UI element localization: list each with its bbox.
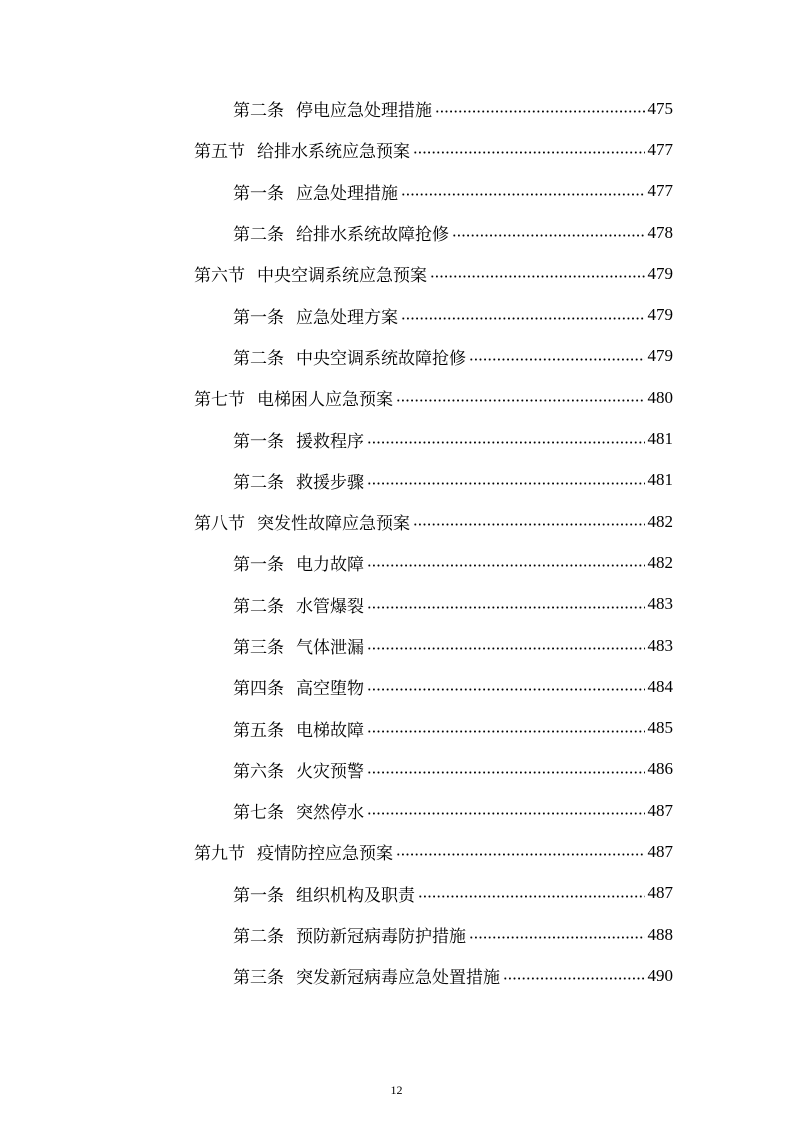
toc-article-entry[interactable] — [0, 625, 793, 666]
toc-dot-leader — [430, 275, 645, 278]
toc-entry-title: 疫情防控应急预案 — [257, 844, 393, 865]
toc-entry-number: 第二条 — [233, 596, 284, 617]
toc-entry-page: 483 — [647, 594, 673, 614]
toc-dot-leader — [413, 151, 645, 154]
toc-entry-title: 突发性故障应急预案 — [257, 514, 410, 535]
toc-entry-page: 481 — [647, 470, 673, 490]
toc-article-entry[interactable] — [0, 666, 793, 707]
toc-entry-page: 477 — [647, 181, 673, 201]
toc-article-entry[interactable] — [0, 294, 793, 335]
toc-dot-leader — [367, 688, 645, 691]
toc-article-entry[interactable] — [0, 88, 793, 129]
toc-entry-number: 第一条 — [233, 431, 284, 452]
toc-dot-leader — [413, 523, 645, 526]
toc-entry-number: 第二条 — [233, 101, 284, 122]
toc-entry-page: 490 — [647, 965, 673, 985]
toc-dot-leader — [469, 358, 645, 361]
toc-entry-number: 第一条 — [233, 307, 284, 328]
toc-entry-number: 第三条 — [233, 638, 284, 658]
toc-entry-page: 484 — [647, 676, 673, 696]
toc-entry-page: 486 — [647, 759, 673, 779]
toc-entry-number: 第二条 — [233, 348, 284, 369]
toc-entry-page: 475 — [647, 98, 673, 118]
toc-entry-page: 487 — [647, 841, 673, 861]
toc-entry-title: 中央空调系统应急预案 — [257, 266, 427, 287]
toc-article-entry[interactable] — [0, 790, 793, 831]
toc-article-entry[interactable] — [0, 171, 793, 212]
table-of-contents — [0, 88, 793, 997]
toc-entry-title: 突发新冠病毒应急处置措施 — [296, 968, 500, 989]
toc-entry-number: 第一条 — [233, 183, 284, 204]
toc-entry-page: 480 — [647, 387, 673, 407]
toc-dot-leader — [367, 771, 645, 774]
toc-entry-title: 给排水系统故障抢修 — [296, 225, 449, 246]
toc-dot-leader — [401, 317, 645, 320]
toc-entry-title: 电梯故障 — [296, 720, 364, 741]
toc-dot-leader — [367, 730, 645, 733]
toc-article-entry[interactable] — [0, 873, 793, 914]
toc-entry-page: 479 — [647, 346, 673, 366]
toc-entry-title: 水管爆裂 — [296, 596, 364, 617]
toc-entry-title: 停电应急处理措施 — [296, 101, 432, 122]
toc-entry-number: 第八节 — [194, 514, 245, 535]
toc-entry-page: 478 — [647, 222, 673, 242]
toc-entry-number: 第四条 — [233, 679, 284, 700]
toc-article-entry[interactable] — [0, 336, 793, 377]
toc-entry-page: 481 — [647, 429, 673, 449]
toc-dot-leader — [367, 564, 645, 567]
toc-article-entry[interactable] — [0, 955, 793, 996]
toc-dot-leader — [367, 482, 645, 485]
toc-entry-number: 第二条 — [233, 927, 284, 948]
toc-dot-leader — [367, 647, 645, 650]
toc-entry-number: 第一条 — [233, 885, 284, 906]
toc-dot-leader — [367, 606, 645, 609]
toc-entry-title: 给排水系统应急预案 — [257, 142, 410, 163]
toc-dot-leader — [367, 812, 645, 815]
toc-dot-leader — [503, 977, 645, 980]
toc-entry-number: 第一条 — [233, 555, 284, 576]
toc-entry-number: 第五条 — [233, 720, 284, 741]
toc-dot-leader — [396, 399, 645, 402]
toc-entry-title: 组织机构及职责 — [296, 885, 415, 906]
toc-section-entry[interactable] — [0, 831, 793, 872]
toc-entry-page: 482 — [647, 552, 673, 572]
toc-entry-title: 电力故障 — [296, 555, 364, 576]
toc-article-entry[interactable] — [0, 542, 793, 583]
page-number: 12 — [390, 1083, 403, 1097]
toc-entry-page: 485 — [647, 718, 673, 738]
toc-entry-page: 483 — [647, 635, 673, 655]
toc-entry-page: 487 — [647, 800, 673, 820]
toc-entry-number: 第三条 — [233, 968, 284, 989]
toc-article-entry[interactable] — [0, 584, 793, 625]
toc-entry-title: 火灾预警 — [296, 761, 364, 782]
toc-article-entry[interactable] — [0, 914, 793, 955]
toc-dot-leader — [452, 234, 645, 237]
toc-entry-number: 第六节 — [194, 266, 245, 287]
toc-entry-title: 应急处理措施 — [296, 183, 398, 204]
toc-article-entry[interactable] — [0, 460, 793, 501]
toc-entry-page: 487 — [647, 883, 673, 903]
toc-entry-page: 479 — [647, 305, 673, 325]
toc-dot-leader — [396, 853, 645, 856]
toc-entry-number: 第五节 — [194, 142, 245, 163]
toc-entry-number: 第七条 — [233, 803, 284, 824]
toc-entry-number: 第九节 — [194, 844, 245, 865]
toc-entry-page: 482 — [647, 511, 673, 531]
toc-entry-title: 突然停水 — [296, 803, 364, 824]
toc-section-entry[interactable] — [0, 377, 793, 418]
toc-section-entry[interactable] — [0, 501, 793, 542]
toc-dot-leader — [401, 193, 645, 196]
toc-entry-page: 488 — [647, 924, 673, 944]
toc-article-entry[interactable] — [0, 212, 793, 253]
toc-entry-number: 第二条 — [233, 472, 284, 493]
toc-entry-title: 气体泄漏 — [296, 638, 364, 658]
toc-entry-number: 第七节 — [194, 390, 245, 411]
toc-entry-title: 救援步骤 — [296, 472, 364, 493]
toc-entry-title: 电梯困人应急预案 — [257, 390, 393, 411]
toc-article-entry[interactable] — [0, 749, 793, 790]
toc-article-entry[interactable] — [0, 707, 793, 748]
toc-section-entry[interactable] — [0, 253, 793, 294]
toc-entry-title: 中央空调系统故障抢修 — [296, 348, 466, 369]
toc-dot-leader — [367, 441, 645, 444]
toc-entry-number: 第六条 — [233, 761, 284, 782]
toc-entry-title: 高空堕物 — [296, 679, 364, 700]
toc-section-entry[interactable] — [0, 129, 793, 170]
toc-entry-title: 援救程序 — [296, 431, 364, 452]
toc-entry-title: 应急处理方案 — [296, 307, 398, 328]
toc-dot-leader — [469, 936, 645, 939]
toc-article-entry[interactable] — [0, 418, 793, 459]
toc-dot-leader — [418, 895, 645, 898]
toc-dot-leader — [435, 110, 645, 113]
toc-entry-title: 预防新冠病毒防护措施 — [296, 927, 466, 948]
toc-entry-page: 479 — [647, 263, 673, 283]
toc-entry-number: 第二条 — [233, 225, 284, 246]
toc-entry-page: 477 — [647, 139, 673, 159]
